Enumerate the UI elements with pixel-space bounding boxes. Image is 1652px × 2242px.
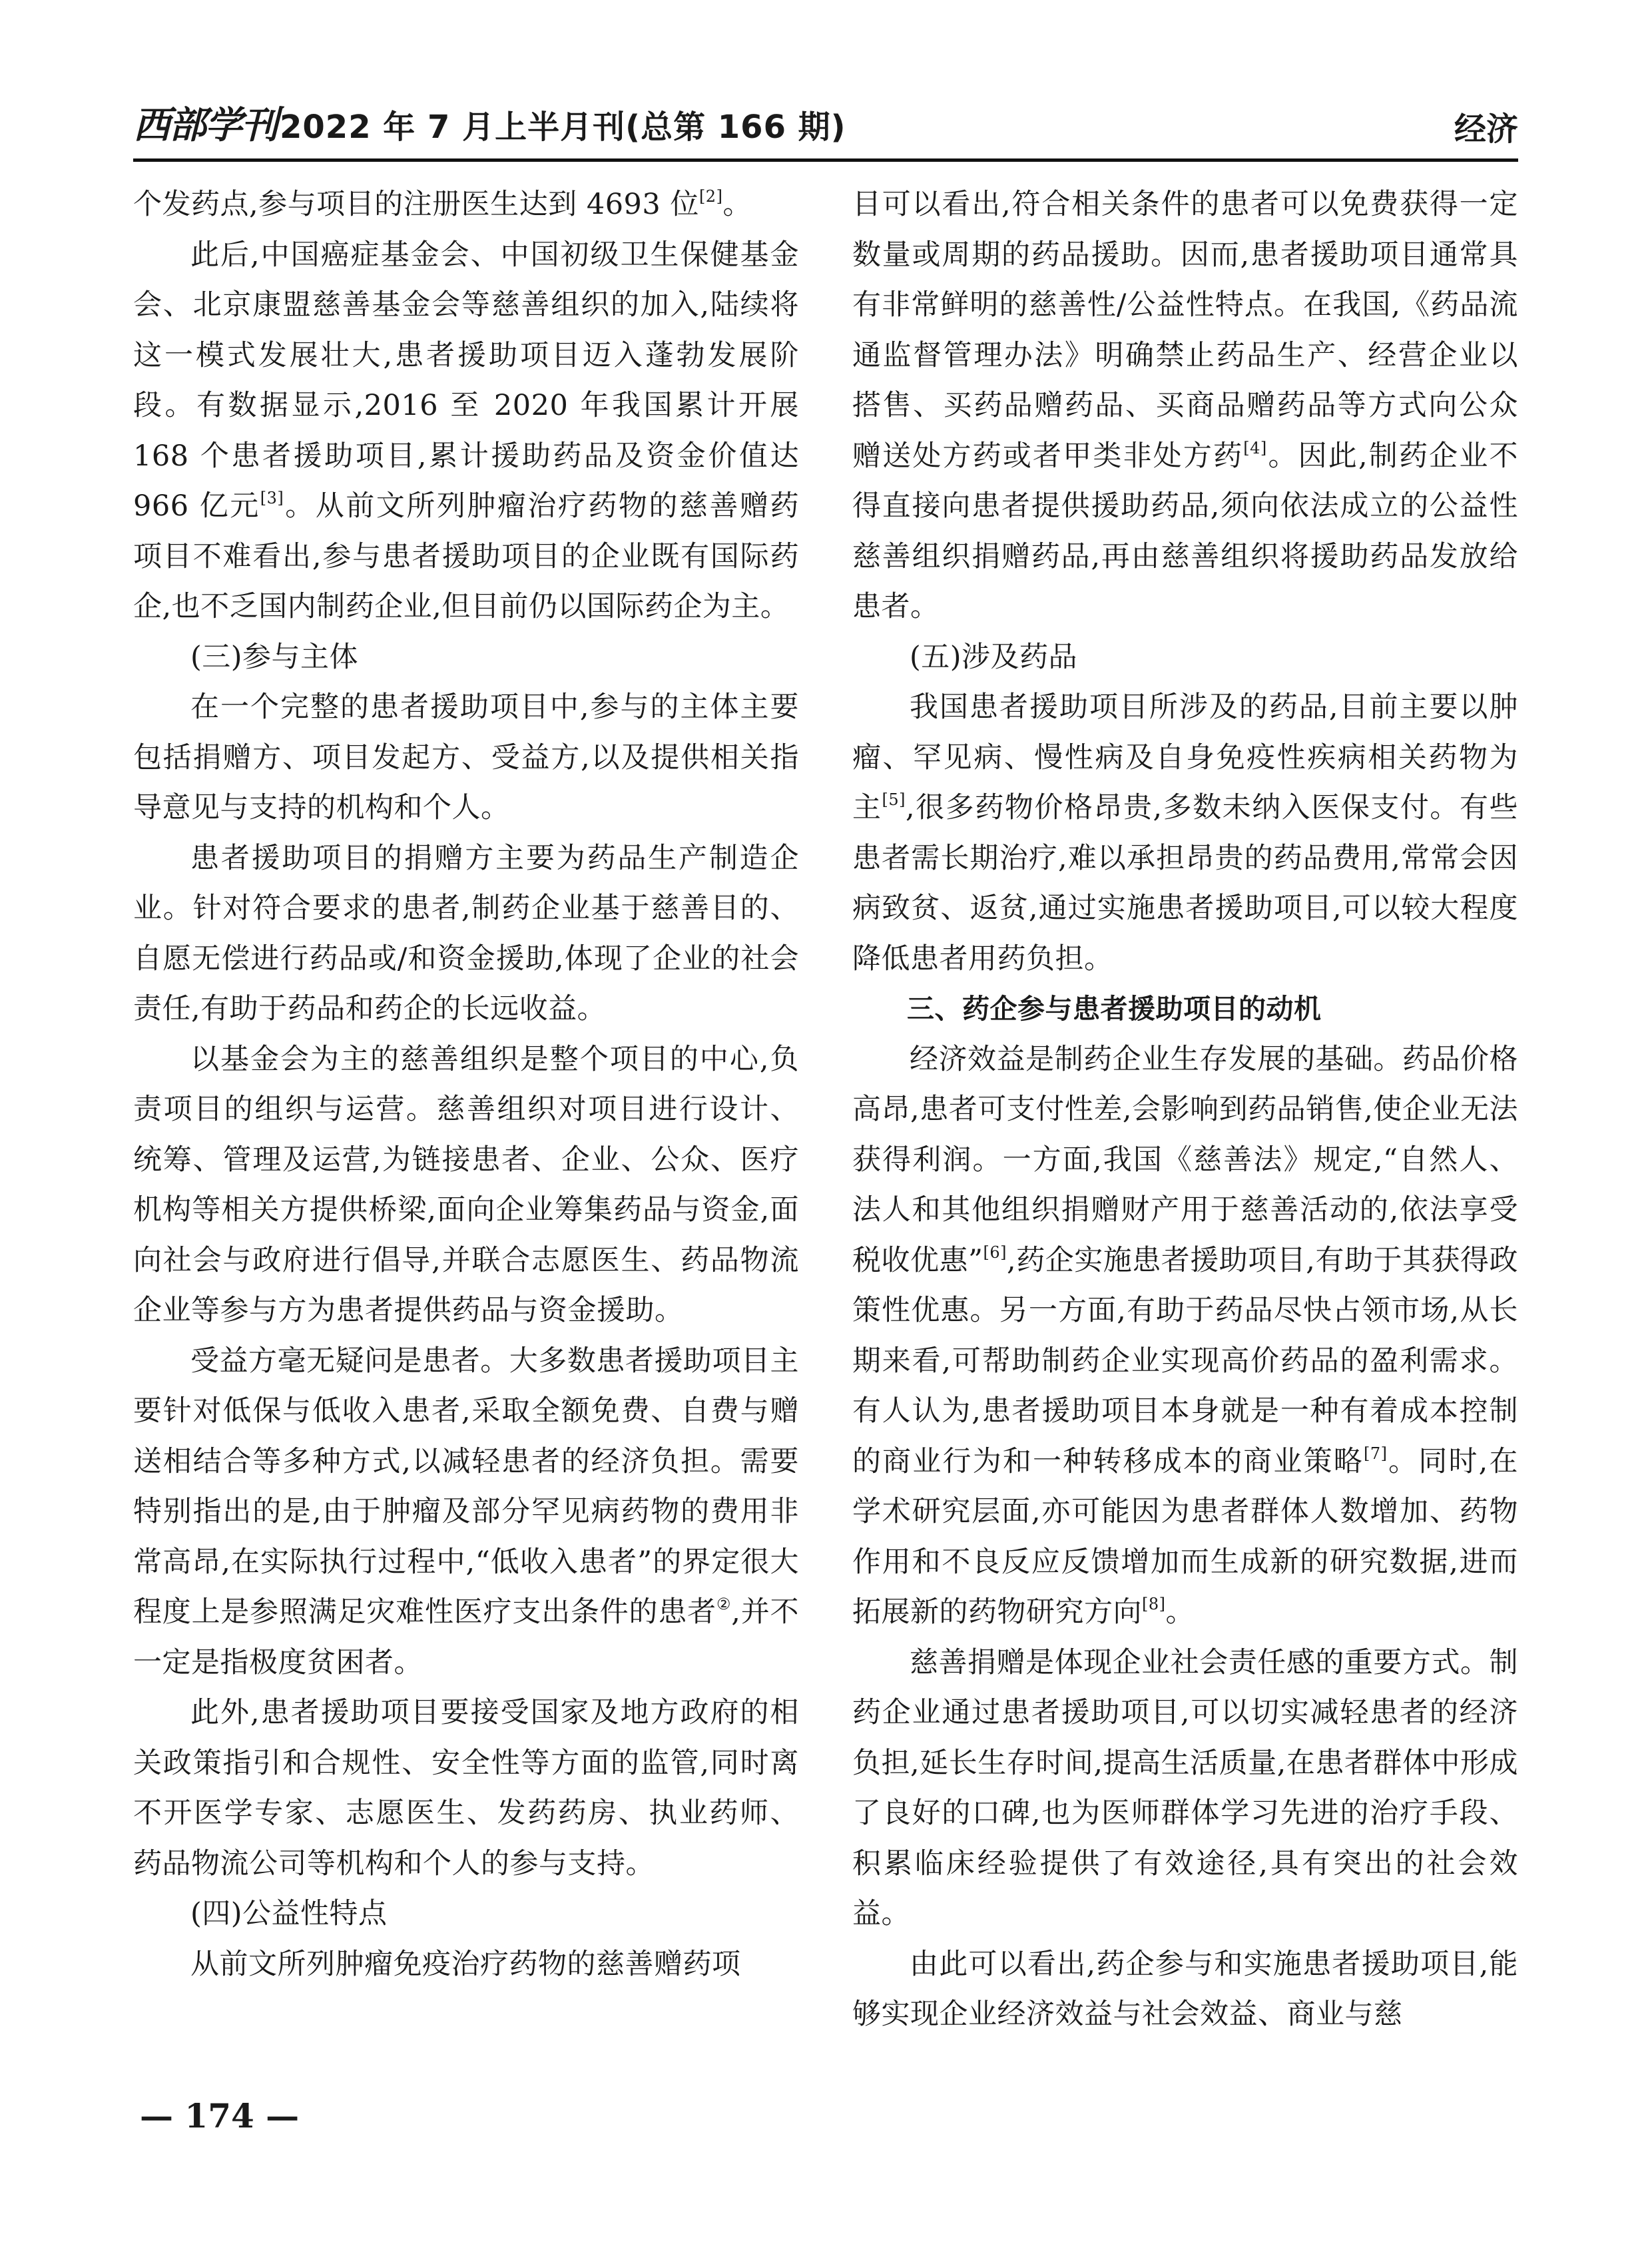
body-paragraph: 由此可以看出,药企参与和实施患者援助项目,能够实现企业经济效益与社会效益、商业与慈 [852,1947,1518,2031]
citation-ref: [2] [698,187,723,206]
body-paragraph: 受益方毫无疑问是患者。大多数患者援助项目主要针对低保与低收入患者,采取全额免费、自费与赠送相结合等多种方式,以减轻患者的经济负担。需要特别指出的是,由于肿瘤及部分罕见病药物的费用非常高昂,在实际执行过程中,“低收入患者”的界定很大程度上是参照满足灾难性医疗支出条件的患者②,并不一定是指极度贫困者。 [133,1344,800,1679]
left-column [133,180,799,1990]
body-paragraph: 经济效益是制药企业生存发展的基础。药品价格高昂,患者可支付性差,会影响到药品销售,使企业无法获得利润。一方面,我国《慈善法》规定,“自然人、法人和其他组织捐赠财产用于慈善活动的,依法享受税收优惠”[6],药企实施患者援助项目,有助于其获得政策性优惠。另一方面,有助于药品尽快占领市场,从长期来看,可帮助制药企业实现高价药品的盈利需求。有人认为,患者援助项目本身就是一种有着成本控制的商业行为和一种转移成本的商业策略[7]。同时,在学术研究层面,亦可能因为患者群体人数增加、药物作用和不良反应反馈增加而生成新的研究数据,进而拓展新的药物研究方向[8]。 [852,1042,1519,1629]
citation-ref: [5] [882,790,906,809]
subsection-heading: (五)涉及药品 [910,640,1078,674]
journal-issue-line [133,96,846,149]
citation-ref: [3] [260,489,284,507]
body-paragraph: 目可以看出,符合相关条件的患者可以免费获得一定数量或周期的药品援助。因而,患者援助项目通常具有非常鲜明的慈善性/公益性特点。在我国,《药品流通监督管理办法》明确禁止药品生产、经营企业以搭售、买药品赠药品、买商品赠药品等方式向公众赠送处方药或者甲类非处方药[4]。因此,制药企业不得直接向患者提供援助药品,须向依法成立的公益性慈善组织捐赠药品,再由慈善组织将援助药品发放给患者。 [852,188,1519,623]
journal-logo: 西部学刊 [133,103,277,147]
section-heading: 三、药企参与患者援助项目的动机 [907,993,1322,1025]
body-paragraph: 在一个完整的患者援助项目中,参与的主体主要包括捐赠方、项目发起方、受益方,以及提供相关指导意见与支持的机构和个人。 [133,691,799,824]
section-label: 经济 [1454,111,1518,148]
body-paragraph: 此外,患者援助项目要接受国家及地方政府的相关政策指引和合规性、安全性等方面的监管,同时离不开医学专家、志愿医生、发药药房、执业药师、药品物流公司等机构和个人的参与支持。 [133,1696,799,1880]
right-column [852,180,1518,2040]
body-paragraph: 我国患者援助项目所涉及的药品,目前主要以肿瘤、罕见病、慢性病及自身免疫性疾病相关药物为主[5],很多药物价格昂贵,多数未纳入医保支付。有些患者需长期治疗,难以承担昂贵的药品费用,常常会因病致贫、返贫,通过实施患者援助项目,可以较大程度降低患者用药负担。 [852,691,1518,976]
citation-ref: [8] [1142,1595,1166,1613]
citation-ref: ② [716,1595,732,1613]
issue-label: 2022 年 7 月上半月刊(总第 166 期) [280,109,846,146]
body-paragraph: 从前文所列肿瘤免疫治疗药物的慈善赠药项 [190,1947,741,1981]
citation-ref: [6] [983,1243,1007,1262]
citation-ref: [4] [1243,438,1267,457]
body-paragraph: 此后,中国癌症基金会、中国初级卫生保健基金会、北京康盟慈善基金会等慈善组织的加入,陆续将这一模式发展壮大,患者援助项目迈入蓬勃发展阶段。有数据显示,2016 至 2020 年我国累计开展 168 个患者援助项目,累计援助药品及资金价值达 966 亿元[3]。从前文所列肿瘤治疗药物的慈善赠药项目不难看出,参与患者援助项目的企业既有国际药企,也不乏国内制药企业,但目前仍以国际药企为主。 [133,238,799,623]
subsection-heading: (四)公益性特点 [190,1897,388,1930]
subsection-heading: (三)参与主体 [190,640,359,674]
body-paragraph: 以基金会为主的慈善组织是整个项目的中心,负责项目的组织与运营。慈善组织对项目进行设计、统筹、管理及运营,为链接患者、企业、公众、医疗机构等相关方提供桥梁,面向企业筹集药品与资金,面向社会与政府进行倡导,并联合志愿医生、药品物流企业等参与方为患者提供药品与资金援助。 [133,1042,799,1327]
page-header [133,105,1518,162]
citation-ref: [7] [1363,1444,1388,1463]
body-paragraph: 患者援助项目的捐赠方主要为药品生产制造企业。针对符合要求的患者,制药企业基于慈善目的、自愿无偿进行药品或/和资金援助,体现了企业的社会责任,有助于药品和药企的长远收益。 [133,841,799,1025]
body-paragraph: 个发药点,参与项目的注册医生达到 4693 位[2]。 [133,187,752,221]
page-number: — 174 — [140,2096,300,2135]
body-paragraph: 慈善捐赠是体现企业社会责任感的重要方式。制药企业通过患者援助项目,可以切实减轻患者的经济负担,延长生存时间,提高生活质量,在患者群体中形成了良好的口碑,也为医师群体学习先进的治疗手段、积累临床经验提供了有效途径,具有突出的社会效益。 [852,1645,1518,1930]
